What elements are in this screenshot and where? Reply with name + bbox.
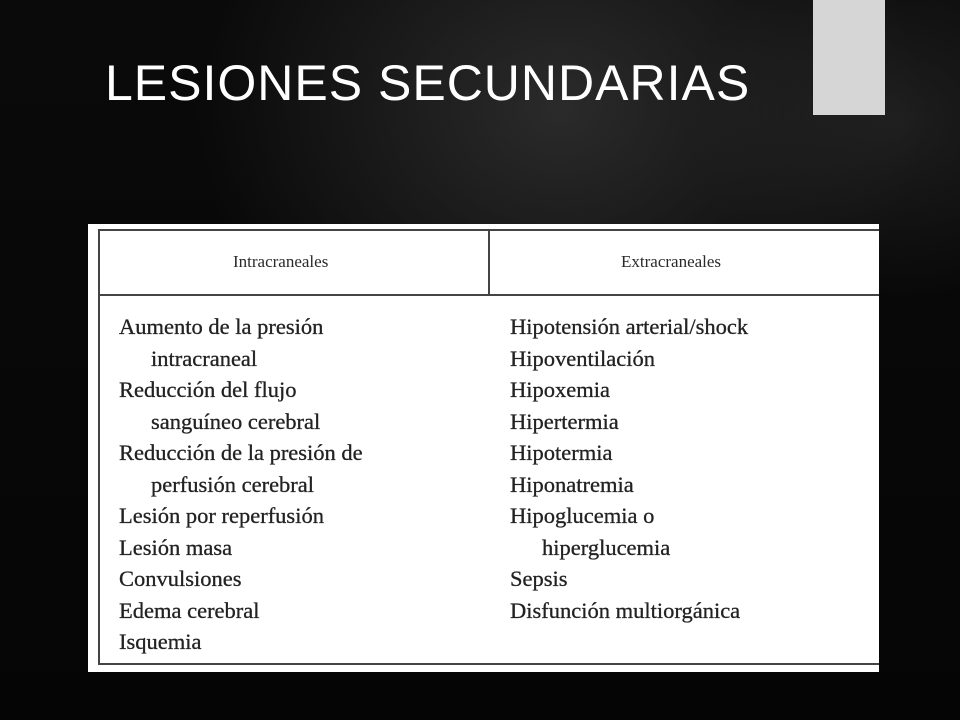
- list-item-continuation: sanguíneo cerebral: [151, 408, 321, 434]
- column-header-extracranial: Extracraneales: [621, 252, 722, 271]
- slide-title: LESIONES SECUNDARIAS: [105, 55, 751, 111]
- decorative-accent-block: [813, 0, 885, 115]
- list-item: Hipoglucemia o: [510, 503, 655, 528]
- list-item: Hipoxemia: [510, 377, 610, 402]
- list-item: Lesión masa: [119, 534, 233, 560]
- extracranial-list: [510, 311, 748, 626]
- intracranial-list: [119, 311, 363, 658]
- list-item: Hipoventilación: [510, 345, 655, 371]
- list-item: Hipertermia: [510, 408, 619, 434]
- list-item-continuation: perfusión cerebral: [151, 471, 315, 497]
- list-item: Hipotermia: [510, 440, 613, 465]
- header-column-divider: [488, 229, 490, 295]
- list-item: Convulsiones: [119, 566, 242, 591]
- list-item: Edema cerebral: [119, 597, 260, 623]
- list-item-continuation: intracraneal: [151, 345, 258, 371]
- list-item: Disfunción multiorgánica: [510, 597, 741, 623]
- list-item-continuation: hiperglucemia: [542, 534, 671, 560]
- list-item: Reducción del flujo: [119, 377, 297, 402]
- secondary-lesions-table: [88, 224, 879, 672]
- list-item: Isquemia: [119, 629, 202, 654]
- list-item: Hipotensión arterial/shock: [510, 314, 749, 339]
- list-item: Reducción de la presión de: [119, 440, 363, 465]
- list-item: Sepsis: [510, 566, 568, 591]
- list-item: Hiponatremia: [510, 471, 634, 497]
- list-item: Aumento de la presión: [119, 314, 324, 339]
- column-header-intracranial: Intracraneales: [233, 252, 329, 271]
- list-item: Lesión por reperfusión: [119, 503, 324, 528]
